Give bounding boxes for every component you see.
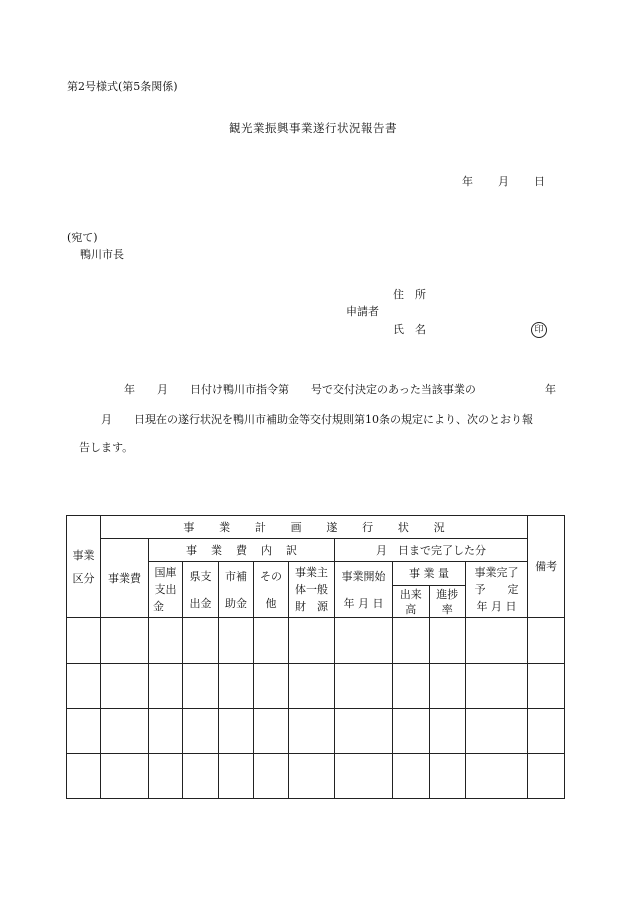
table-cell [101,663,149,708]
table-cell [67,663,101,708]
header-completed: 月 日まで完了した分 [335,539,528,562]
header-char: 遂 [326,520,338,534]
header-biko: 備考 [528,516,565,618]
table-cell [528,708,565,753]
table-cell [430,618,466,663]
table-cell [149,753,183,798]
addressee-name: 鴨川市長 [80,248,124,261]
header-shinchoku: 進捗 率 [436,588,459,617]
header-kanryo: 事業完了 予 定 年 月 日 [466,562,528,618]
table-cell [528,753,565,798]
form-number: 第2号様式(第5条関係) [67,80,178,93]
header-dekidaka: 出来 高 [393,586,430,617]
table-cell [101,753,149,798]
header-char: 況 [433,520,445,534]
table-cell [183,708,219,753]
table-cell [393,618,430,663]
table-cell [254,753,289,798]
header-char: 事 [186,543,197,557]
date-day: 日 [534,175,545,188]
body-line2: 月 日現在の遂行状況を鴨川市補助金等交付規則第10条の規定により、次のとおり報 [101,413,533,426]
table-cell [393,663,430,708]
header-breakdown [149,539,335,562]
table-cell [466,663,528,708]
header-char: 訳 [286,543,297,557]
addressee-prefix: (宛て) [67,231,98,244]
applicant-label: 申請者 [346,305,379,318]
table-cell [289,663,335,708]
table-cell [67,753,101,798]
header-ryo: 事 業 量 出来 高 進捗 率 [393,562,466,618]
body-line3: 告します。 [79,441,134,454]
header-char: 費 [236,543,247,557]
header-kokko: 国庫 支出 金 [149,562,183,618]
table-cell [149,618,183,663]
body-line1-year: 年 [545,383,556,396]
document-title: 観光業振興事業遂行状況報告書 [229,121,397,135]
header-plan [101,516,528,539]
progress-table [66,515,565,799]
table-cell [149,663,183,708]
header-kubun: 事業 区分 [67,516,101,618]
table-row [67,753,565,798]
table-cell [219,708,254,753]
table-cell [289,708,335,753]
seal-mark: 印 [531,322,547,338]
table-cell [528,663,565,708]
table-cell [430,708,466,753]
header-shutai: 事業主 体一般 財 源 [289,562,335,618]
header-sonota: その 他 [254,562,289,618]
table-row [67,618,565,663]
table-cell [149,708,183,753]
table-cell [393,708,430,753]
table-cell [219,753,254,798]
table-cell [466,753,528,798]
name-label: 氏 名 [393,323,426,336]
table-cell [101,708,149,753]
table-cell [183,663,219,708]
header-char: 業 [219,520,231,534]
body-line1: 年 月 日付け鴨川市指令第 号で交付決定のあった当該事業の [124,383,476,396]
header-jigyouhi: 事業費 [101,539,149,618]
header-shiho: 市補 助金 [219,562,254,618]
header-kaishi: 事業開始 年 月 日 [335,562,393,618]
table-cell [430,753,466,798]
table-cell [219,663,254,708]
header-char: 状 [397,520,409,534]
date-year: 年 [462,175,473,188]
table-row [67,663,565,708]
table-cell [183,618,219,663]
table-cell [335,753,393,798]
table-cell [335,708,393,753]
table-cell [254,708,289,753]
table-cell [335,618,393,663]
table-cell [67,708,101,753]
table-cell [67,618,101,663]
table-cell [528,618,565,663]
table-cell [466,708,528,753]
address-label: 住 所 [393,288,426,301]
table-cell [289,753,335,798]
header-char: 事 [183,520,195,534]
table-cell [101,618,149,663]
table-cell [430,663,466,708]
table-cell [254,663,289,708]
header-char: 画 [290,520,302,534]
header-char: 行 [362,520,374,534]
table-cell [254,618,289,663]
header-char: 内 [261,543,272,557]
table-cell [289,618,335,663]
header-char: 業 [211,543,222,557]
table-cell [393,753,430,798]
header-kenshi: 県支 出金 [183,562,219,618]
table-cell [183,753,219,798]
table-cell [466,618,528,663]
header-char: 計 [254,520,266,534]
table-cell [219,618,254,663]
table-row [67,708,565,753]
date-month: 月 [498,175,509,188]
table-cell [335,663,393,708]
